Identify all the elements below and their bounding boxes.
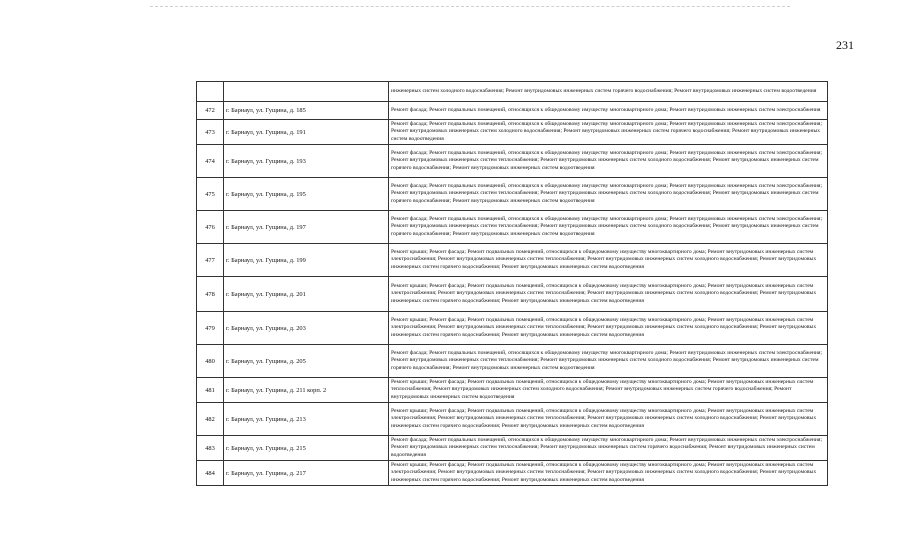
row-number: 475 xyxy=(197,178,224,211)
row-address: г. Барнаул, ул. Гущина, д. 197 xyxy=(224,211,389,244)
row-works-text: Ремонт фасада; Ремонт подвальных помещений, относящихся к общедомовому имуществу многоквартирного дома; Ремонт внутридомовых инженерных систем электроснабжения; Ремонт внутридомовых инженерных систем теплоснабжения; Ремонт внутридомовых инженерных систем горячего водоснабжения; Ремонт внутридомовых инженерных систем водоотведения xyxy=(391,437,823,458)
table-row xyxy=(197,102,828,120)
row-works xyxy=(389,312,828,345)
page-number: 231 xyxy=(836,38,854,52)
table-row xyxy=(197,277,828,312)
row-works xyxy=(389,82,828,102)
row-works-text: Ремонт крыши; Ремонт фасада; Ремонт подвальных помещений, относящихся к общедомовому имуществу многоквартирного дома; Ремонт внутридомовых инженерных систем электроснабжения; Ремонт внутридомовых инженерных систем теплоснабжения; Ремонт внутридомовых инженерных систем холодного водоснабжения; Ремонт внутридомовых инженерных систем горячего водоснабжения; Ремонт внутридомовых инженерных систем водоотведения xyxy=(391,248,817,270)
row-number: 482 xyxy=(197,403,224,436)
row-address: г. Барнаул, ул. Гущина, д. 211 корп. 2 xyxy=(224,378,389,403)
row-address: г. Барнаул, ул. Гущина, д. 191 xyxy=(224,120,389,145)
row-number: 474 xyxy=(197,145,224,178)
row-number: 484 xyxy=(197,461,224,486)
row-address: г. Барнаул, ул. Гущина, д. 213 xyxy=(224,403,389,436)
row-number: 480 xyxy=(197,345,224,378)
row-works-text: Ремонт фасада; Ремонт подвальных помещений, относящихся к общедомовому имуществу многоквартирного дома; Ремонт внутридомовых инженерных систем электроснабжения; Ремонт внутридомовых инженерных систем холодного водоснабжения; Ремонт внутридомовых инженерных систем горячего водоснабжения; Ремонт внутридомовых инженерных систем водоотведения xyxy=(391,121,823,142)
row-works xyxy=(389,244,828,277)
row-address: г. Барнаул, ул. Гущина, д. 195 xyxy=(224,178,389,211)
row-works xyxy=(389,211,828,244)
row-number: 483 xyxy=(197,436,224,461)
row-works-text: Ремонт фасада; Ремонт подвальных помещений, относящихся к общедомовому имуществу многоквартирного дома; Ремонт внутридомовых инженерных систем электроснабжения xyxy=(391,106,821,113)
row-works-text: Ремонт фасада; Ремонт подвальных помещений, относящихся к общедомовому имуществу многоквартирного дома; Ремонт внутридомовых инженерных систем электроснабжения; Ремонт внутридомовых инженерных систем теплоснабжения; Ремонт внутридомовых инженерных систем холодного водоснабжения; Ремонт внутридомовых инженерных систем горячего водоснабжения; Ремонт внутридомовых инженерных систем водоотведения xyxy=(391,349,823,371)
row-works xyxy=(389,345,828,378)
row-address: г. Барнаул, ул. Гущина, д. 205 xyxy=(224,345,389,378)
row-number: 477 xyxy=(197,244,224,277)
table-row xyxy=(197,244,828,277)
row-address: г. Барнаул, ул. Гущина, д. 201 xyxy=(224,277,389,312)
scan-top-edge xyxy=(150,6,790,7)
row-works xyxy=(389,145,828,178)
table-row xyxy=(197,345,828,378)
row-works-text: Ремонт крыши; Ремонт фасада; Ремонт подвальных помещений, относящихся к общедомовому имуществу многоквартирного дома; Ремонт внутридомовых инженерных систем электроснабжения; Ремонт внутридомовых инженерных систем теплоснабжения; Ремонт внутридомовых инженерных систем холодного водоснабжения; Ремонт внутридомовых инженерных систем горячего водоснабжения; Ремонт внутридомовых инженерных систем водоотведения xyxy=(391,316,817,338)
row-works-text: инженерных систем холодного водоснабжения; Ремонт внутридомовых инженерных систем горячего водоснабжения; Ремонт внутридомовых инженерных систем водоотведения xyxy=(391,87,817,94)
registry-table xyxy=(196,81,828,486)
row-works xyxy=(389,178,828,211)
row-works-text: Ремонт крыши; Ремонт фасада; Ремонт подвальных помещений, относящихся к общедомовому имуществу многоквартирного дома; Ремонт внутридомовых инженерных систем теплоснабжения; Ремонт внутридомовых инженерных систем холодного водоснабжения; Ремонт внутридомовых инженерных систем горячего водоснабжения; Ремонт внутридомовых инженерных систем водоотведения xyxy=(391,379,814,400)
row-address: г. Барнаул, ул. Гущина, д. 215 xyxy=(224,436,389,461)
table-row xyxy=(197,403,828,436)
row-number: 478 xyxy=(197,277,224,312)
row-address: г. Барнаул, ул. Гущина, д. 217 xyxy=(224,461,389,486)
row-address xyxy=(224,82,389,102)
row-number: 476 xyxy=(197,211,224,244)
table-row xyxy=(197,461,828,486)
row-address: г. Барнаул, ул. Гущина, д. 199 xyxy=(224,244,389,277)
table-row xyxy=(197,178,828,211)
table-row xyxy=(197,145,828,178)
table-row xyxy=(197,312,828,345)
row-works xyxy=(389,102,828,120)
row-works-text: Ремонт фасада; Ремонт подвальных помещений, относящихся к общедомовому имуществу многоквартирного дома; Ремонт внутридомовых инженерных систем электроснабжения; Ремонт внутридомовых инженерных систем теплоснабжения; Ремонт внутридомовых инженерных систем холодного водоснабжения; Ремонт внутридомовых инженерных систем горячего водоснабжения; Ремонт внутридомовых инженерных систем водоотведения xyxy=(391,182,823,204)
row-works xyxy=(389,461,828,486)
row-number: 479 xyxy=(197,312,224,345)
row-works-text: Ремонт фасада; Ремонт подвальных помещений, относящихся к общедомовому имуществу многоквартирного дома; Ремонт внутридомовых инженерных систем электроснабжения; Ремонт внутридомовых инженерных систем теплоснабжения; Ремонт внутридомовых инженерных систем холодного водоснабжения; Ремонт внутридомовых инженерных систем горячего водоснабжения; Ремонт внутридомовых инженерных систем водоотведения xyxy=(391,149,823,171)
registry-table-body xyxy=(197,82,828,486)
row-works-text: Ремонт крыши; Ремонт фасада; Ремонт подвальных помещений, относящихся к общедомовому имуществу многоквартирного дома; Ремонт внутридомовых инженерных систем электроснабжения; Ремонт внутридомовых инженерных систем теплоснабжения; Ремонт внутридомовых инженерных систем холодного водоснабжения; Ремонт внутридомовых инженерных систем горячего водоснабжения; Ремонт внутридомовых инженерных систем водоотведения xyxy=(391,462,817,483)
row-works xyxy=(389,120,828,145)
row-works-text: Ремонт фасада; Ремонт подвальных помещений, относящихся к общедомовому имуществу многоквартирного дома; Ремонт внутридомовых инженерных систем электроснабжения; Ремонт внутридомовых инженерных систем теплоснабжения; Ремонт внутридомовых инженерных систем холодного водоснабжения; Ремонт внутридомовых инженерных систем горячего водоснабжения; Ремонт внутридомовых инженерных систем водоотведения xyxy=(391,215,823,237)
row-works-text: Ремонт крыши; Ремонт фасада; Ремонт подвальных помещений, относящихся к общедомовому имуществу многоквартирного дома; Ремонт внутридомовых инженерных систем электроснабжения; Ремонт внутридомовых инженерных систем теплоснабжения; Ремонт внутридомовых инженерных систем холодного водоснабжения; Ремонт внутридомовых инженерных систем горячего водоснабжения; Ремонт внутридомовых инженерных систем водоотведения xyxy=(391,407,817,429)
row-works xyxy=(389,436,828,461)
row-number xyxy=(197,82,224,102)
row-number: 472 xyxy=(197,102,224,120)
row-works-text: Ремонт крыши; Ремонт фасада; Ремонт подвальных помещений, относящихся к общедомовому имуществу многоквартирного дома; Ремонт внутридомовых инженерных систем электроснабжения; Ремонт внутридомовых инженерных систем теплоснабжения; Ремонт внутридомовых инженерных систем холодного водоснабжения; Ремонт внутридомовых инженерных систем горячего водоснабжения; Ремонт внутридомовых инженерных систем водоотведения xyxy=(391,282,817,304)
row-number: 481 xyxy=(197,378,224,403)
row-address: г. Барнаул, ул. Гущина, д. 203 xyxy=(224,312,389,345)
row-works xyxy=(389,277,828,312)
row-address: г. Барнаул, ул. Гущина, д. 185 xyxy=(224,102,389,120)
table-row xyxy=(197,378,828,403)
row-works xyxy=(389,378,828,403)
row-address: г. Барнаул, ул. Гущина, д. 193 xyxy=(224,145,389,178)
table-row-continuation xyxy=(197,82,828,102)
table-row xyxy=(197,211,828,244)
row-number: 473 xyxy=(197,120,224,145)
table-row xyxy=(197,436,828,461)
table-row xyxy=(197,120,828,145)
row-works xyxy=(389,403,828,436)
